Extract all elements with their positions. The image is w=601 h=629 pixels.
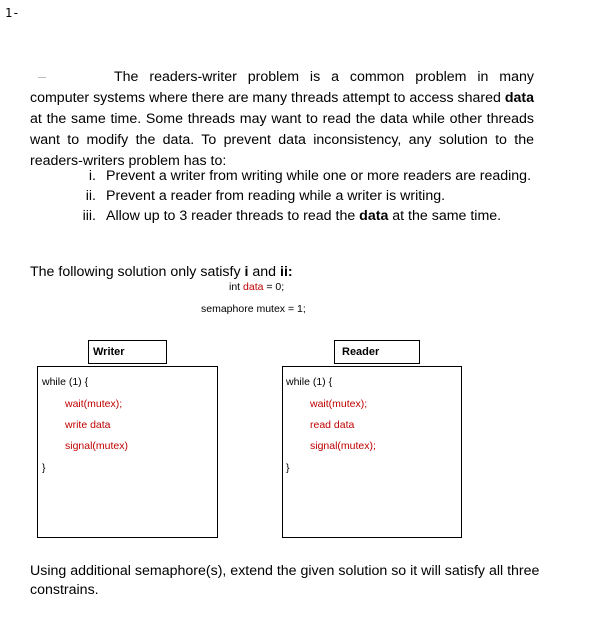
following-text: The following solution only satisfy — [30, 264, 245, 280]
reader-label-box — [334, 340, 420, 364]
reader-wait-line: wait(mutex); — [310, 398, 368, 410]
intro-text-2: at the same time. Some threads may want to read the data while other threads want to modify the data. To prevent data inconsistency, any solution to the readers-writers problem has to: — [30, 111, 534, 169]
writer-signal-line: signal(mutex) — [65, 440, 129, 452]
requirement-text-pre: Allow up to 3 reader threads to read the — [106, 208, 360, 224]
data-decl-value: = 0; — [263, 281, 285, 293]
requirement-text: Prevent a reader from reading while a writer is writing. — [106, 188, 446, 204]
intro-bold-data: data — [504, 90, 534, 106]
question-number: 1- — [5, 6, 20, 20]
requirement-text-post: at the same time. — [388, 208, 502, 224]
reader-while-line: while (1) { — [286, 376, 333, 388]
writer-close-brace: } — [42, 462, 46, 474]
requirements-list — [74, 166, 536, 226]
data-decl-type: int — [229, 281, 244, 293]
writer-write-line: write data — [65, 419, 111, 431]
requirement-number: iii. — [82, 208, 96, 224]
reader-label: Reader — [342, 346, 380, 358]
intro-paragraph — [30, 67, 534, 172]
reader-code-box — [282, 366, 462, 538]
intro-text-1: The readers-writer problem is a common problem in many computer systems where there are many threads attempt to access shared — [30, 69, 534, 106]
reader-read-line: read data — [310, 419, 355, 431]
writer-label-box — [88, 340, 167, 364]
following-and: and — [248, 264, 281, 280]
requirement-item — [74, 166, 536, 186]
requirement-item — [74, 206, 536, 226]
requirement-number: ii. — [85, 188, 96, 204]
writer-wait-line: wait(mutex); — [65, 398, 123, 410]
following-bold-ii: ii: — [280, 264, 293, 280]
data-declaration — [229, 281, 284, 293]
reader-close-brace: } — [286, 462, 290, 474]
writer-code-box — [37, 366, 218, 538]
mutex-declaration: semaphore mutex = 1; — [201, 303, 306, 315]
closing-instruction: Using additional semaphore(s), extend the given solution so it will satisfy all three constrains. — [30, 563, 540, 598]
requirement-bold-data: data — [359, 208, 389, 224]
writer-label: Writer — [93, 346, 125, 358]
following-bold-i: i — [244, 264, 249, 280]
requirement-number: i. — [88, 168, 96, 184]
data-decl-name: data — [243, 281, 264, 293]
following-statement — [30, 264, 293, 280]
requirement-text: Prevent a writer from writing while one or more readers are reading. — [106, 168, 532, 184]
requirement-item — [74, 186, 536, 206]
requirement-text — [106, 208, 501, 224]
reader-signal-line: signal(mutex); — [310, 440, 376, 452]
writer-while-line: while (1) { — [42, 376, 89, 388]
